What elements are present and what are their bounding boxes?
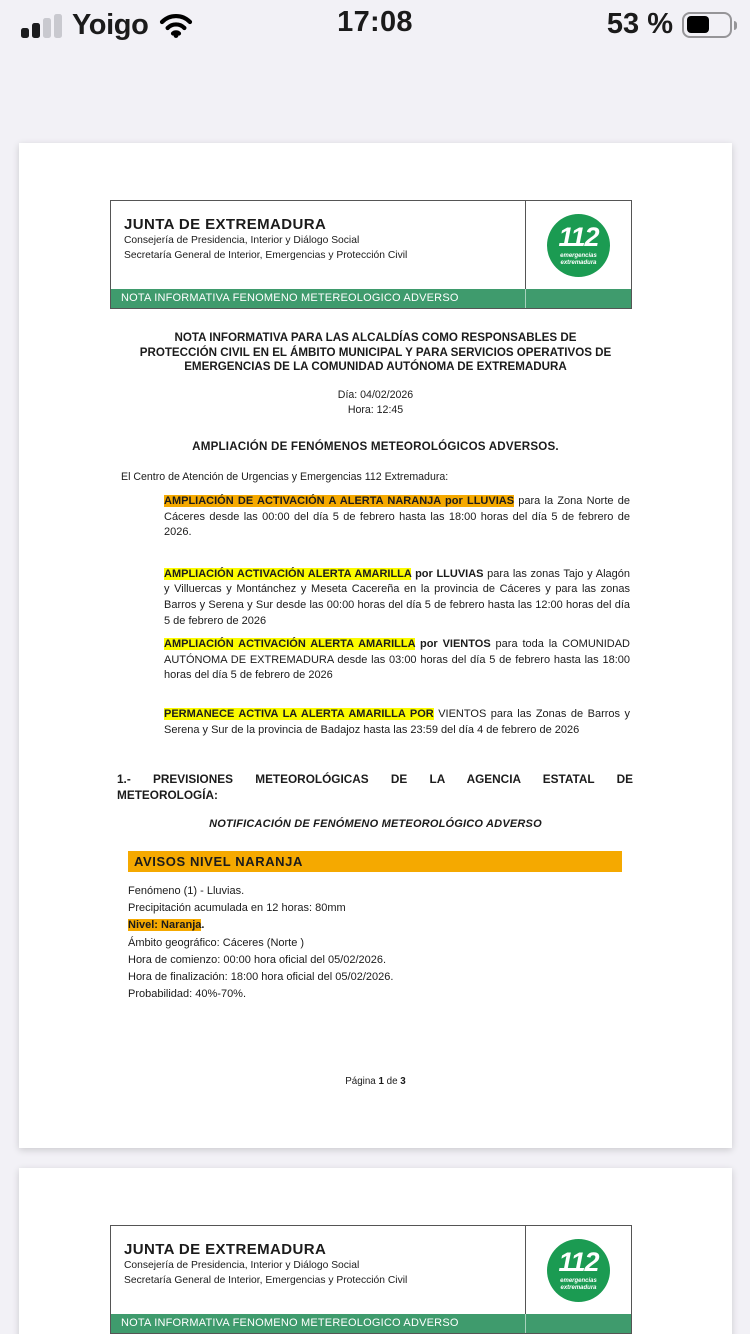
text-segment: Hora de comienzo: 00:00 hora oficial del 05/02/2026. — [128, 953, 387, 966]
pdf-page-1[interactable] — [19, 143, 732, 1148]
detail-line — [128, 900, 393, 917]
avisos-nivel-naranja-bar: AVISOS NIVEL NARANJA — [128, 851, 622, 872]
pdf-viewport[interactable] — [0, 44, 750, 1334]
header-left-cell — [111, 201, 526, 289]
date-line: Día: 04/02/2026 — [337, 389, 414, 401]
text-segment: Página — [345, 1076, 379, 1087]
text-segment: AMPLIACIÓN ACTIVACIÓN ALERTA AMARILLA — [164, 567, 412, 580]
alert-paragraph — [164, 567, 630, 629]
text-segment: VIENTOS para las Zonas de Barros y Serena y Sur de la provincia de Badajoz hasta las 23:59 del día 4 de febrero de 2026 — [164, 707, 630, 736]
text-segment: Ámbito geográfico: Cáceres (Norte ) — [128, 936, 305, 949]
header-green-banner: NOTA INFORMATIVA FENOMENO METEREOLOGICO ADVERSO — [111, 289, 631, 308]
text-segment: EMERGENCIAS DE LA COMUNIDAD AUTÓNOMA DE EXTREMADURA — [184, 360, 567, 374]
text-segment: Nivel: Naranja — [128, 919, 202, 932]
text-segment: 1.- PREVISIONES METEOROLÓGICAS DE LA AGENCIA ESTATAL DE — [117, 772, 633, 786]
org-name: JUNTA DE EXTREMADURA — [124, 216, 327, 233]
alerts-list — [164, 494, 630, 738]
text-segment: para las zonas Tajo y Alagón y Villuercas y Montánchez y Meseta Cacereña en la provincia de Cáceres y para las zonas Barros y Serena y Sur desde las 00:00 horas del día 5 de febrero hasta las 12:00 horas del día 5 de febrero de 2026 — [164, 567, 630, 627]
alert-paragraph — [164, 637, 630, 684]
text-segment: METEOROLOGÍA: — [117, 787, 218, 802]
notification-line: NOTIFICACIÓN DE FENÓMENO METEOROLÓGICO ADVERSO — [209, 818, 542, 830]
dept-line-2: Secretaría General de Interior, Emergencias y Protección Civil — [124, 1275, 408, 1286]
112-emergencias-logo: 112 emergencias extremadura — [547, 1239, 610, 1302]
text-segment: Hora de finalización: 18:00 hora oficial del 05/02/2026. — [128, 971, 394, 984]
detail-line — [128, 952, 393, 969]
text-segment: Probabilidad: 40%-70%. — [128, 988, 247, 1001]
text-segment: AMPLIACIÓN DE ACTIVACIÓN A ALERTA NARANJA por LLUVIAS — [164, 495, 515, 507]
text-segment: por LLUVIAS — [411, 567, 484, 580]
section-heading-line — [117, 788, 633, 804]
text-segment: 1 — [378, 1076, 384, 1087]
detail-line — [128, 917, 393, 934]
text-segment: Precipitación acumulada en 12 horas: 80mm — [128, 902, 346, 915]
footer-segment — [400, 1076, 405, 1087]
page-footer — [110, 1076, 641, 1087]
text-segment: PROTECCIÓN CIVIL EN EL ÁMBITO MUNICIPAL Y PARA SERVICIOS OPERATIVOS DE — [139, 345, 612, 359]
alert-paragraph — [164, 494, 630, 541]
dept-line-1: Consejería de Presidencia, Interior y Diálogo Social — [124, 1260, 360, 1271]
detail-line — [128, 969, 393, 986]
title-line — [110, 346, 641, 361]
document-header-table — [110, 1225, 632, 1334]
document-title — [110, 331, 641, 375]
text-segment: Fenómeno (1) - Lluvias. — [128, 885, 245, 897]
dept-line-1: Consejería de Presidencia, Interior y Diálogo Social — [124, 235, 360, 246]
title-line — [110, 360, 641, 375]
text-segment: para toda la COMUNIDAD AUTÓNOMA DE EXTREMADURA desde las 03:00 horas del día 5 de febrero hasta las 18:00 horas del día 5 de febrero de 2026 — [164, 638, 630, 682]
battery-percent-label: 53 % — [606, 8, 673, 40]
text-segment: para la Zona Norte de Cáceres desde las 00:00 del día 5 de febrero hasta las 18:00 horas del día 5 de febrero de 2026. — [164, 495, 630, 539]
text-segment: PERMANECE ACTIVA LA ALERTA AMARILLA POR — [164, 707, 434, 720]
carrier-label: Yoigo — [72, 9, 149, 41]
section-heading-line — [117, 772, 633, 788]
pdf-page-2[interactable] — [19, 1168, 732, 1334]
detail-line — [128, 986, 393, 1003]
document-subtitle: AMPLIACIÓN DE FENÓMENOS METEOROLÓGICOS ADVERSOS. — [192, 440, 559, 453]
battery-icon — [682, 12, 732, 38]
text-segment: 3 — [400, 1076, 406, 1087]
header-logo-cell — [526, 201, 631, 289]
text-segment: AMPLIACIÓN ACTIVACIÓN ALERTA AMARILLA — [164, 638, 416, 651]
intro-line: El Centro de Atención de Urgencias y Emergencias 112 Extremadura: — [121, 471, 449, 483]
status-bar — [0, 0, 750, 44]
footer-segment — [345, 1076, 378, 1087]
header-left-cell — [111, 1226, 526, 1314]
document-header-table — [110, 200, 632, 309]
status-right-cluster — [607, 8, 737, 41]
section-1-heading — [117, 772, 633, 803]
text-segment: de — [383, 1076, 401, 1087]
org-name: JUNTA DE EXTREMADURA — [124, 1241, 327, 1258]
header-green-banner: NOTA INFORMATIVA FENOMENO METEREOLOGICO ADVERSO — [111, 1314, 631, 1333]
alert-paragraph — [164, 707, 630, 738]
text-segment: . — [201, 919, 205, 932]
text-segment: por VIENTOS — [415, 638, 491, 651]
details-list — [128, 883, 393, 1003]
detail-line — [128, 935, 393, 952]
footer-segment — [384, 1076, 400, 1087]
time-line: Hora: 12:45 — [347, 403, 404, 416]
detail-line — [128, 883, 393, 900]
title-line — [110, 331, 641, 346]
clock-label: 17:08 — [337, 6, 413, 38]
dept-line-2: Secretaría General de Interior, Emergencias y Protección Civil — [124, 250, 408, 261]
112-emergencias-logo: 112 emergencias extremadura — [547, 214, 610, 277]
header-logo-cell — [526, 1226, 631, 1314]
document-meta — [110, 388, 641, 417]
text-segment: NOTA INFORMATIVA PARA LAS ALCALDÍAS COMO RESPONSABLES DE — [174, 331, 577, 344]
